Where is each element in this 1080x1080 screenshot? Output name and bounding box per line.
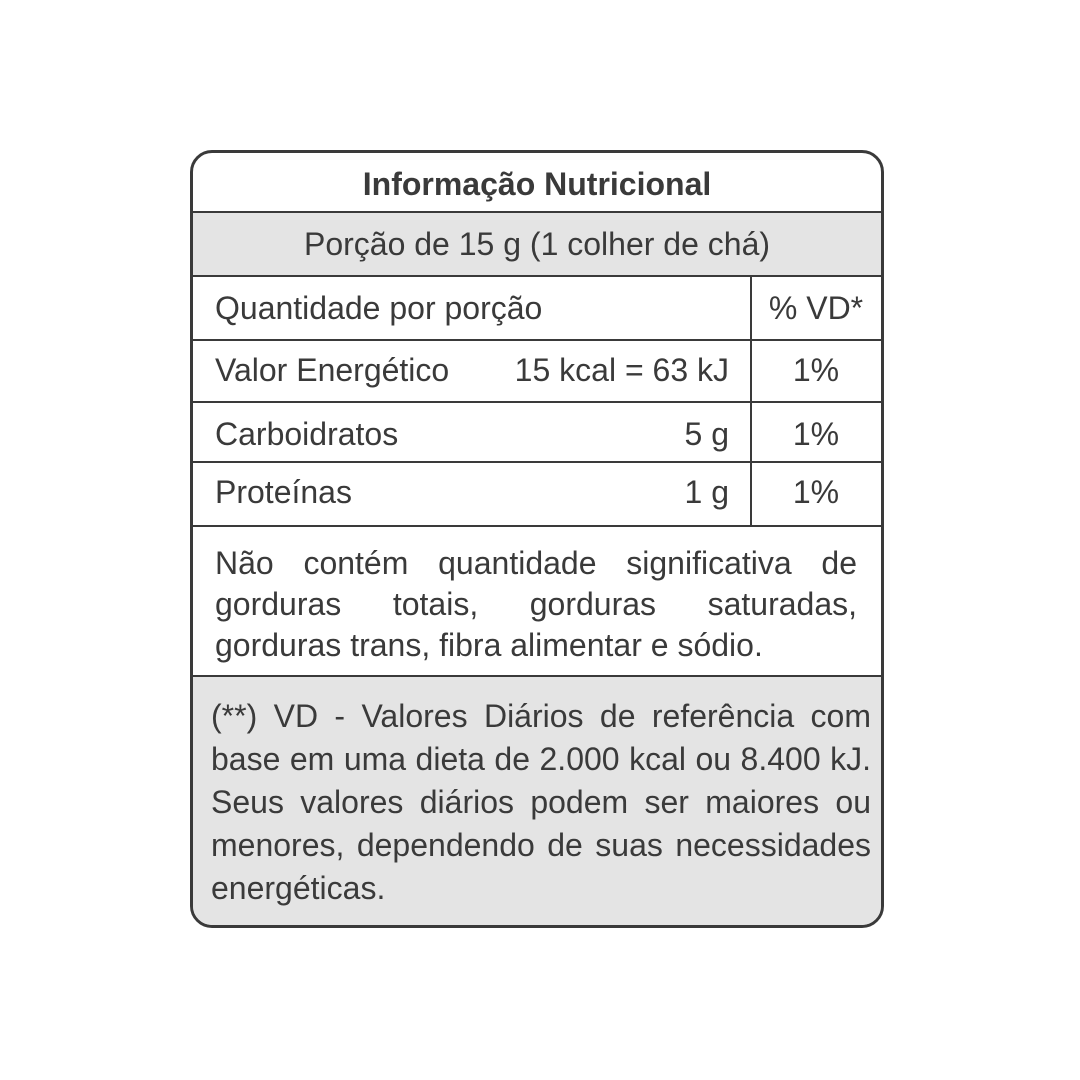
quantity-header: Quantidade por porção <box>215 290 543 326</box>
column-divider <box>750 277 752 525</box>
table-row <box>193 403 881 463</box>
vd-header: % VD* <box>768 290 864 326</box>
nutrient-amount: 5 g <box>684 416 729 452</box>
nutrient-vd: 1% <box>792 474 840 510</box>
no-significant-amount-note: Não contém quantidade significativa de gorduras totais, gorduras saturadas, gorduras trans, fibra alimentar e sódio. <box>215 545 857 663</box>
nutrient-name: Carboidratos <box>215 416 399 452</box>
nutrient-name: Proteínas <box>215 474 352 510</box>
table-header-row <box>193 277 881 337</box>
nutrient-amount: 1 g <box>684 474 729 510</box>
nutrient-vd: 1% <box>792 416 840 452</box>
table-row <box>193 461 881 521</box>
nutrient-vd: 1% <box>792 352 840 388</box>
label-title: Informação Nutricional <box>362 166 712 202</box>
nutrient-amount: 15 kcal = 63 kJ <box>514 352 729 388</box>
nutrient-name: Valor Energético <box>215 352 450 388</box>
serving-size: Porção de 15 g (1 colher de chá) <box>193 213 881 275</box>
nutrition-facts-label <box>190 150 884 928</box>
table-row <box>193 339 881 399</box>
daily-values-footnote: (**) VD - Valores Diários de referência com base em uma dieta de 2.000 kcal ou 8.400 kJ. Seus valores diários podem ser maiores ou menores, dependendo de suas necessidades energéticas. <box>193 677 881 925</box>
